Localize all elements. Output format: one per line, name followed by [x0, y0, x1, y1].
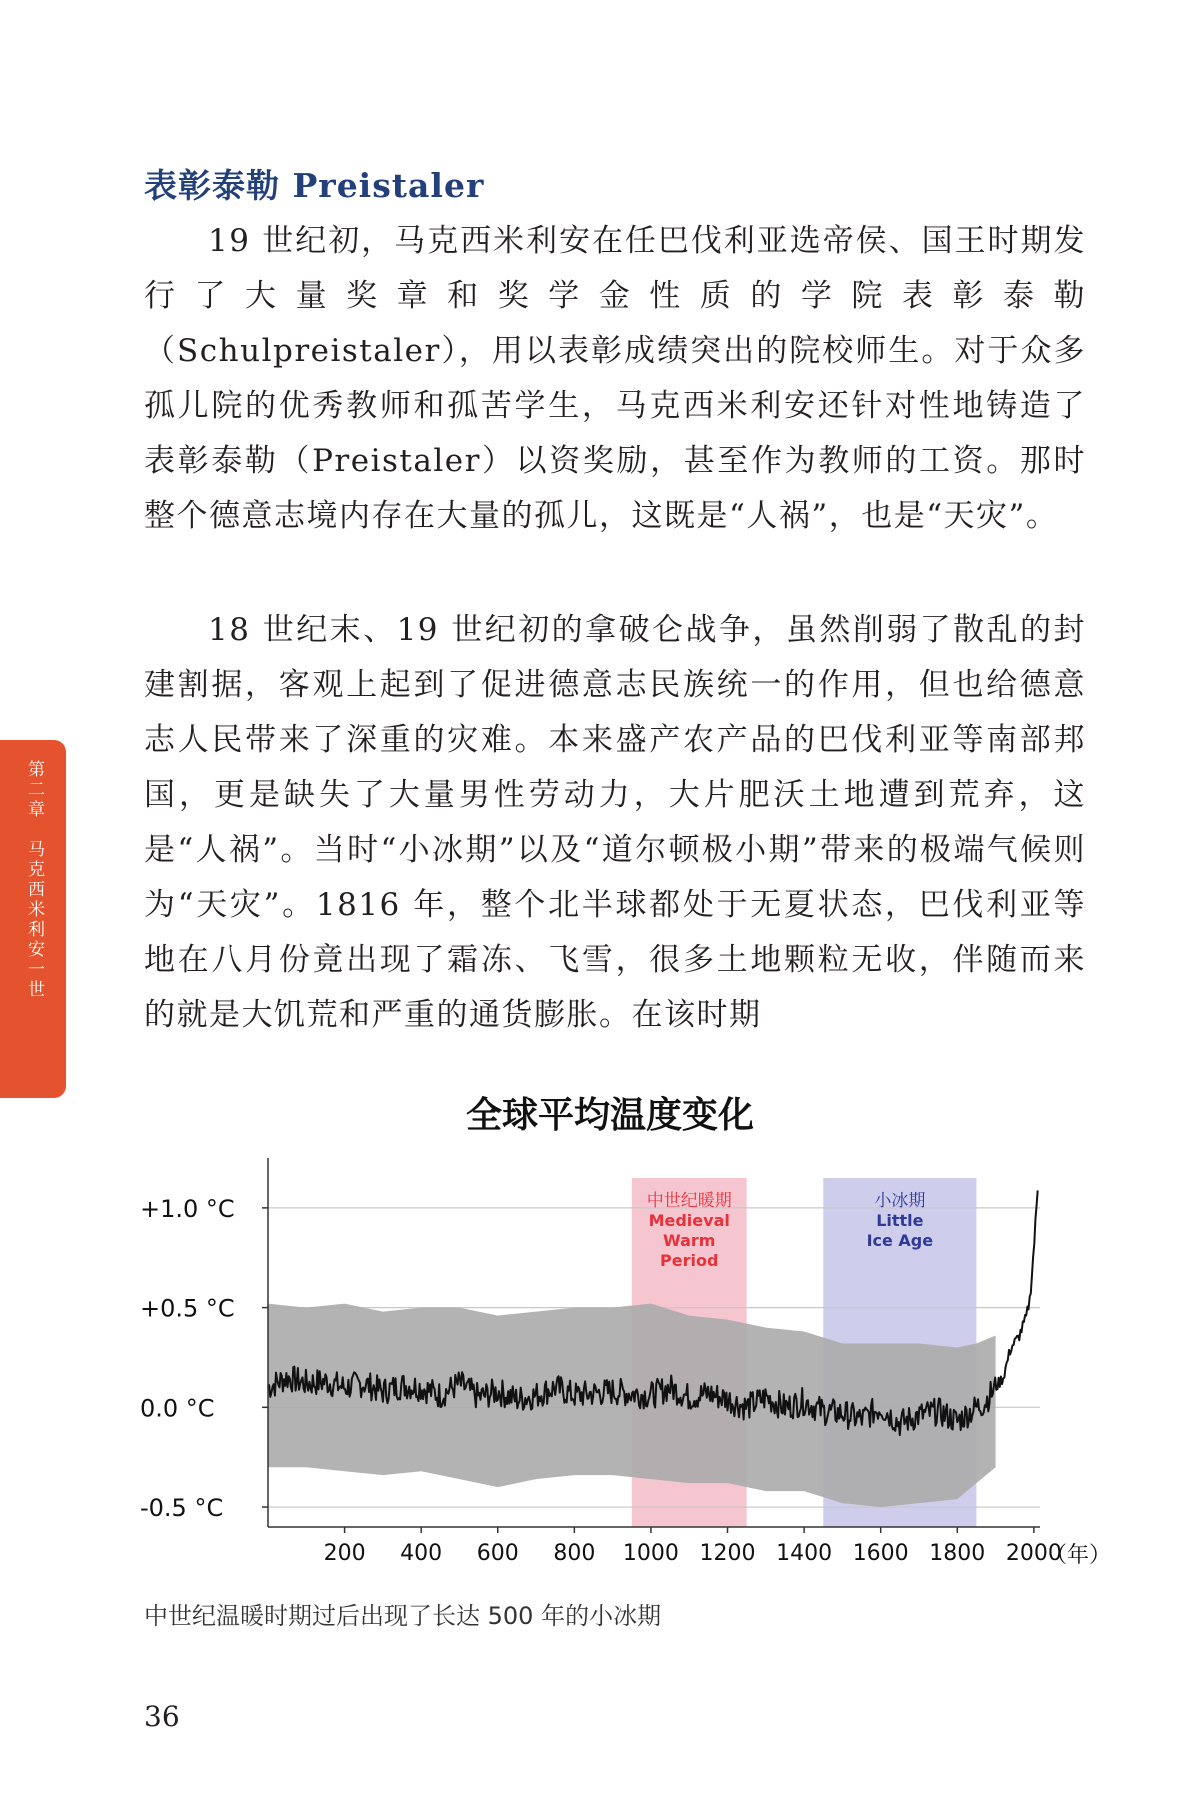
chapter-side-tab [0, 740, 66, 1098]
y-tick-label-1: +0.5 °C [140, 1294, 235, 1323]
y-tick-label-2: 0.0 °C [140, 1394, 215, 1423]
x-unit-label: （年） [1045, 1543, 1112, 1565]
temperature-chart [130, 1085, 1120, 1565]
x-tick-label-2: 600 [476, 1541, 519, 1565]
x-tick-label-3: 800 [553, 1541, 596, 1565]
y-tick-label-0: +1.0 °C [140, 1194, 235, 1223]
period-label-0-3: Period [660, 1251, 719, 1270]
x-tick-label-8: 1800 [929, 1541, 986, 1565]
chart-title: 全球平均温度变化 [465, 1095, 755, 1136]
paragraph-1: 19 世纪初，马克西米利安在任巴伐利亚选帝侯、国王时期发行了大量奖章和奖学金性质的学院表彰泰勒（Schulpreistaler），用以表彰成绩突出的院校师生。对于众多孤儿院的优秀教师和孤苦学生，马克西米利安还针对性地铸造了表彰泰勒（Preistaler）以资奖励，甚至作为教师的工资。那时整个德意志境内存在大量的孤儿，这既是“人祸”，也是“天灾”。 [144, 223, 1086, 534]
period-label-0-1: Medieval [648, 1211, 730, 1230]
x-tick-label-5: 1200 [699, 1541, 756, 1565]
period-label-0-2: Warm [663, 1231, 716, 1250]
period-label-1-2: Ice Age [866, 1231, 934, 1250]
period-label-1-1: Little [876, 1211, 924, 1230]
y-tick-label-3: -0.5 °C [140, 1494, 224, 1523]
paragraph-2: 18 世纪末、19 世纪初的拿破仑战争，虽然削弱了散乱的封建割据，客观上起到了促进德意志民族统一的作用，但也给德意志人民带来了深重的灾难。本来盛产农产品的巴伐利亚等南部邦国，更是缺失了大量男性劳动力，大片肥沃土地遭到荒弃，这是“人祸”。当时“小冰期”以及“道尔顿极小期”带来的极端气候则为“天灾”。1816 年，整个北半球都处于无夏状态，巴伐利亚等地在八月份竟出现了霜冻、飞雪，很多土地颗粒无收，伴随而来的就是大饥荒和严重的通货膨胀。在该时期 [144, 612, 1086, 1033]
figure-caption: 中世纪温暖时期过后出现了长达 500 年的小冰期 [144, 1602, 662, 1630]
period-label-1-0: 小冰期 [874, 1191, 926, 1211]
x-tick-label-6: 1400 [776, 1541, 833, 1565]
page-number: 36 [144, 1700, 180, 1733]
chapter-tab-label: 第二章 马克西米利安一世 [24, 760, 44, 1000]
x-tick-label-9: 2000 [1005, 1541, 1062, 1565]
x-tick-label-4: 1000 [622, 1541, 679, 1565]
x-tick-label-1: 400 [400, 1541, 443, 1565]
period-label-0-0: 中世纪暖期 [646, 1191, 732, 1211]
x-tick-label-0: 200 [323, 1541, 366, 1565]
x-tick-label-7: 1600 [852, 1541, 909, 1565]
section-title: 表彰泰勒 Preistaler [144, 166, 485, 205]
